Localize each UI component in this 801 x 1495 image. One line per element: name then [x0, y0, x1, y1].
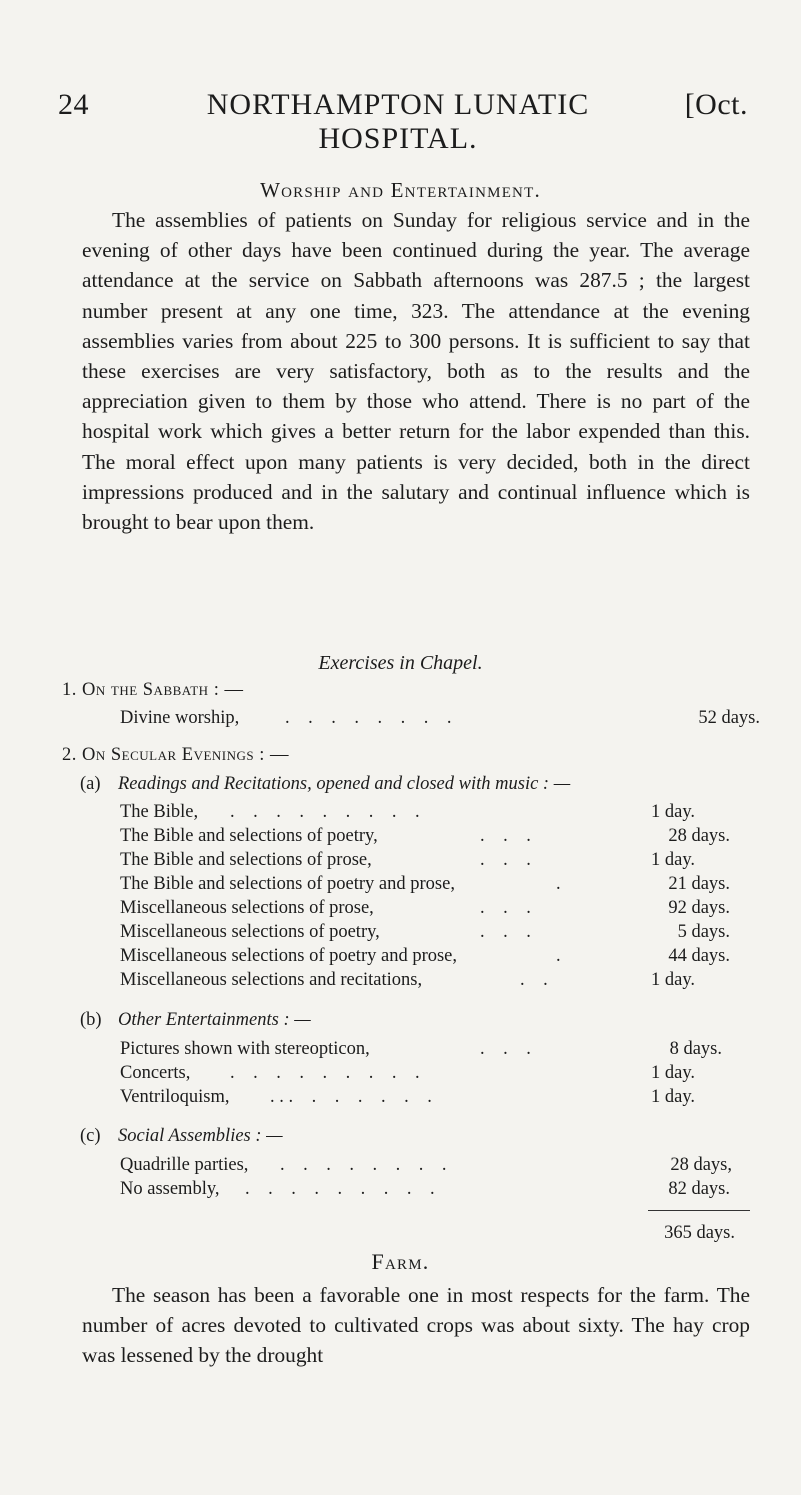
subsection-c-title: Social Assemblies : — — [118, 1126, 283, 1146]
leader-dots: . . . — [480, 826, 531, 846]
running-title: NORTHAMPTON LUNATIC HOSPITAL. — [206, 88, 590, 155]
leader-dots: . — [556, 874, 561, 894]
total-value: 365 days. — [664, 1223, 735, 1243]
secular-label: 2. On Secular Evenings : — — [62, 745, 290, 765]
item-name: Miscellaneous selections and recitations, — [120, 970, 423, 990]
total-rule — [648, 1210, 750, 1211]
leader-dots: . . . — [480, 850, 531, 870]
item-value: 82 days. — [668, 1179, 730, 1199]
item-name: The Bible, — [120, 802, 199, 822]
item-value: 52 days. — [698, 708, 760, 728]
item-name: Concerts, — [120, 1063, 191, 1083]
item-value: 1 day. — [650, 802, 695, 822]
item-value: 1 day. — [650, 1063, 695, 1083]
subsection-b-label: (b) — [80, 1010, 102, 1030]
item-name: Pictures shown with stereopticon, — [120, 1039, 370, 1059]
item-value: 21 days. — [668, 874, 730, 894]
leader-dots: . . — [520, 970, 548, 990]
subsection-b-title: Other Entertainments : — — [118, 1010, 311, 1030]
item-value: 92 days. — [668, 898, 730, 918]
item-value: 1 day. — [650, 1087, 695, 1107]
item-value: 44 days. — [668, 946, 730, 966]
farm-paragraph: The season has been a favorable one in most respects for the farm. The number of acres devoted to cultivated crops was about sixty. The hay crop was lessened by the drought — [82, 1283, 750, 1368]
item-name: The Bible and selections of prose, — [120, 850, 372, 870]
leader-dots: . . . . . . . . . — [230, 802, 420, 822]
item-value: 8 days. — [669, 1039, 722, 1059]
item-name: The Bible and selections of poetry and prose, — [120, 874, 455, 894]
leader-dots: . . . — [480, 1039, 531, 1059]
item-value: 1 day. — [650, 970, 695, 990]
item-name: No assembly, — [120, 1179, 220, 1199]
subsection-a-title: Readings and Recitations, opened and closed with music : — — [118, 774, 571, 794]
item-value: 5 days. — [677, 922, 730, 942]
worship-paragraph: The assemblies of patients on Sunday for religious service and in the evening of other days have been continued during the year. The average attendance at the service on Sabbath afternoons was 287.5 ; the largest number present at any one time, 323. The attendance at the evening assemblies varies from about 225 to 300 persons. It is sufficient to say that these exercises are very satisfactory, both as to the results and the appreciation given to them by those who attend. There is no part of the hospital work which gives a better return for the labor expended than this. The moral effect upon many patients is very decided, both in the direct impressions produced and in the salutary and continual influence which is brought to bear upon them. — [82, 208, 750, 535]
leader-dots: . . . . . . . . . — [270, 1087, 432, 1107]
sabbath-label: 1. On the Sabbath : — — [62, 680, 244, 700]
leader-dots: . . . . . . . . — [285, 708, 452, 728]
leader-dots: . . . — [480, 922, 531, 942]
leader-dots: . . . . . . . . . — [245, 1179, 435, 1199]
item-name: Ventriloquism, — [120, 1087, 230, 1107]
item-value: 28 days, — [670, 1155, 732, 1175]
item-value: 1 day. — [650, 850, 695, 870]
item-name: Quadrille parties, — [120, 1155, 249, 1175]
item-name: Miscellaneous selections of poetry, — [120, 922, 380, 942]
exercises-heading: Exercises in Chapel. — [318, 652, 483, 674]
header-month: [Oct. — [684, 88, 748, 121]
item-value: 28 days. — [668, 826, 730, 846]
section-title-farm: Farm. — [371, 1249, 430, 1274]
item-name: Miscellaneous selections of poetry and prose, — [120, 946, 458, 966]
leader-dots: . . . . . . . . . — [230, 1063, 420, 1083]
section-title-worship: Worship and Entertainment. — [260, 178, 541, 202]
item-name: Divine worship, — [120, 708, 240, 728]
leader-dots: . — [556, 946, 561, 966]
item-name: Miscellaneous selections of prose, — [120, 898, 374, 918]
subsection-c-label: (c) — [80, 1126, 101, 1146]
subsection-a-label: (a) — [80, 774, 101, 794]
leader-dots: . . . — [480, 898, 531, 918]
page-number: 24 — [58, 88, 89, 121]
item-name: The Bible and selections of poetry, — [120, 826, 378, 846]
leader-dots: . . . . . . . . — [280, 1155, 447, 1175]
